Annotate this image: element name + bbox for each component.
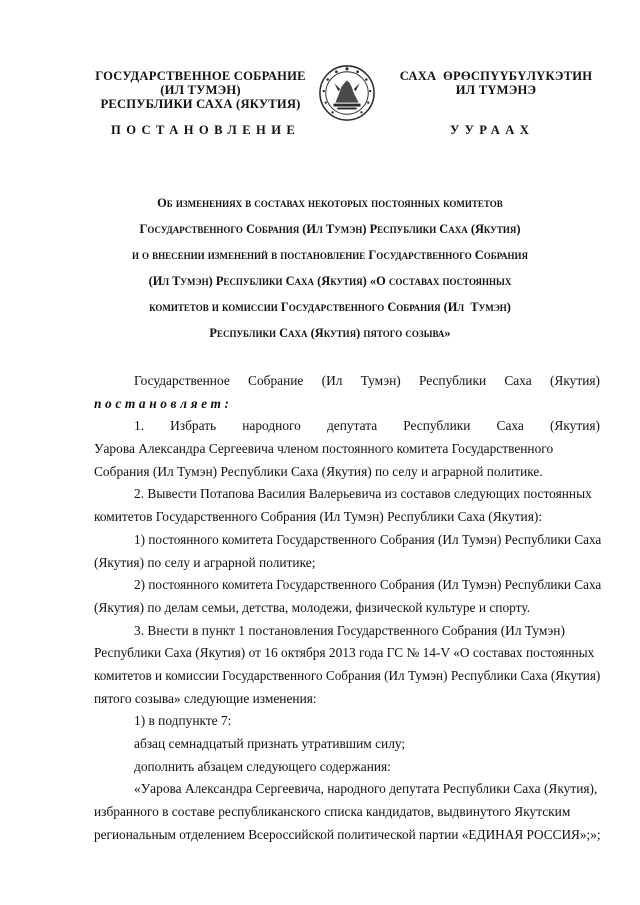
resolves-word: постановляет: <box>94 395 233 411</box>
paragraph-line: 2. Вывести Потапова Василия Валерьевича из составов следующих постоянных <box>134 486 592 502</box>
paragraph-line: 3. Внести в пункт 1 постановления Государственного Собрания (Ил Тумэн) <box>134 622 565 638</box>
word: Саха <box>496 418 524 434</box>
title-line: (Ил Тумэн) Республики Саха (Якутия) «О составах постоянных <box>148 274 512 288</box>
title-line: Республики Саха (Якутия) пятого созыва» <box>209 326 451 340</box>
word: 1. <box>134 418 145 434</box>
paragraph-line: 2) постоянного комитета Государственного Собрания (Ил Тумэн) Республики Саха <box>134 577 602 593</box>
word: Избрать <box>170 418 217 434</box>
title-line: комитетов и комиссии Государственного Собрания (Ил Тумэн) <box>149 300 511 314</box>
paragraph-line: дополнить абзацем следующего содержания: <box>134 758 391 774</box>
resolves-line <box>94 393 600 416</box>
paragraph-line: 1) в подпункте 7: <box>134 713 232 729</box>
paragraph-line: пятого созыва» следующие изменения: <box>94 690 317 706</box>
word: (Ил <box>321 373 343 388</box>
word: (Якутия) <box>549 418 600 434</box>
word: народного <box>242 418 301 434</box>
document-title <box>90 190 570 346</box>
paragraph-line: Уарова Александра Сергеевича членом постоянного комитета Государственного <box>94 441 554 457</box>
word: Республики <box>403 418 471 434</box>
word: (Якутия) <box>549 373 600 388</box>
header-left-block <box>78 69 323 111</box>
word: Тумэн) <box>360 373 401 388</box>
decree-title-ru: ПОСТАНОВЛЕНИЕ <box>111 123 301 137</box>
header-left-line: РЕСПУБЛИКИ САХА (ЯКУТИЯ) <box>100 97 301 111</box>
intro-line <box>94 370 600 393</box>
decree-title-sah: УУРААХ <box>450 123 535 137</box>
title-line: Об изменениях в составах некоторых постоянных комитетов <box>157 196 503 210</box>
paragraph-line: региональным отделением Всероссийской политической партии «ЕДИНАЯ РОССИЯ»;»; <box>94 826 601 842</box>
paragraph-line: избранного в составе республиканского списка кандидатов, выдвинутого Якутским <box>94 804 571 820</box>
header-right-block <box>376 69 616 97</box>
paragraph-line: комитетов Государственного Собрания (Ил Тумэн) Республики Саха (Якутия): <box>94 509 543 525</box>
paragraph-line: «Уарова Александра Сергеевича, народного депутата Республики Саха (Якутия), <box>134 781 598 797</box>
word: Собрание <box>248 373 304 388</box>
header-right-line: ИЛ ТҮМЭНЭ <box>455 83 537 97</box>
word: Республики <box>418 373 487 388</box>
word: депутата <box>326 418 378 434</box>
word: Саха <box>504 373 532 388</box>
header-left-line: (ИЛ ТУМЭН) <box>160 83 241 97</box>
header-right-line: САХА ӨРӨСПҮҮБҮЛҮКЭТИН <box>399 69 593 83</box>
paragraph-line: Собрания (Ил Тумэн) Республики Саха (Якутия) по селу и аграрной политике. <box>94 463 543 479</box>
paragraph-line: (Якутия) по селу и аграрной политике; <box>94 554 316 570</box>
document-body <box>94 370 600 846</box>
header-left-line: ГОСУДАРСТВЕННОЕ СОБРАНИЕ <box>95 69 306 83</box>
paragraph-line: комитетов и комиссии Государственного Собрания (Ил Тумэн) Республики Саха (Якутия) <box>94 667 601 683</box>
title-line: и о внесении изменений в постановление Государственного Собрания <box>131 248 529 262</box>
title-line: Государственного Собрания (Ил Тумэн) Республики Саха (Якутия) <box>139 222 521 236</box>
paragraph-1-first-line <box>94 415 600 438</box>
paragraph-line: (Якутия) по делам семьи, детства, молодежи, физической культуре и спорту. <box>94 599 531 615</box>
word: Государственное <box>134 373 230 388</box>
coat-of-arms-emblem-icon <box>318 64 376 122</box>
paragraph-line: Республики Саха (Якутия) от 16 октября 2013 года ГС № 14-V «О составах постоянных <box>94 645 595 661</box>
paragraph-line: 1) постоянного комитета Государственного Собрания (Ил Тумэн) Республики Саха <box>134 531 602 547</box>
paragraph-line: абзац семнадцатый признать утратившим силу; <box>134 736 406 751</box>
